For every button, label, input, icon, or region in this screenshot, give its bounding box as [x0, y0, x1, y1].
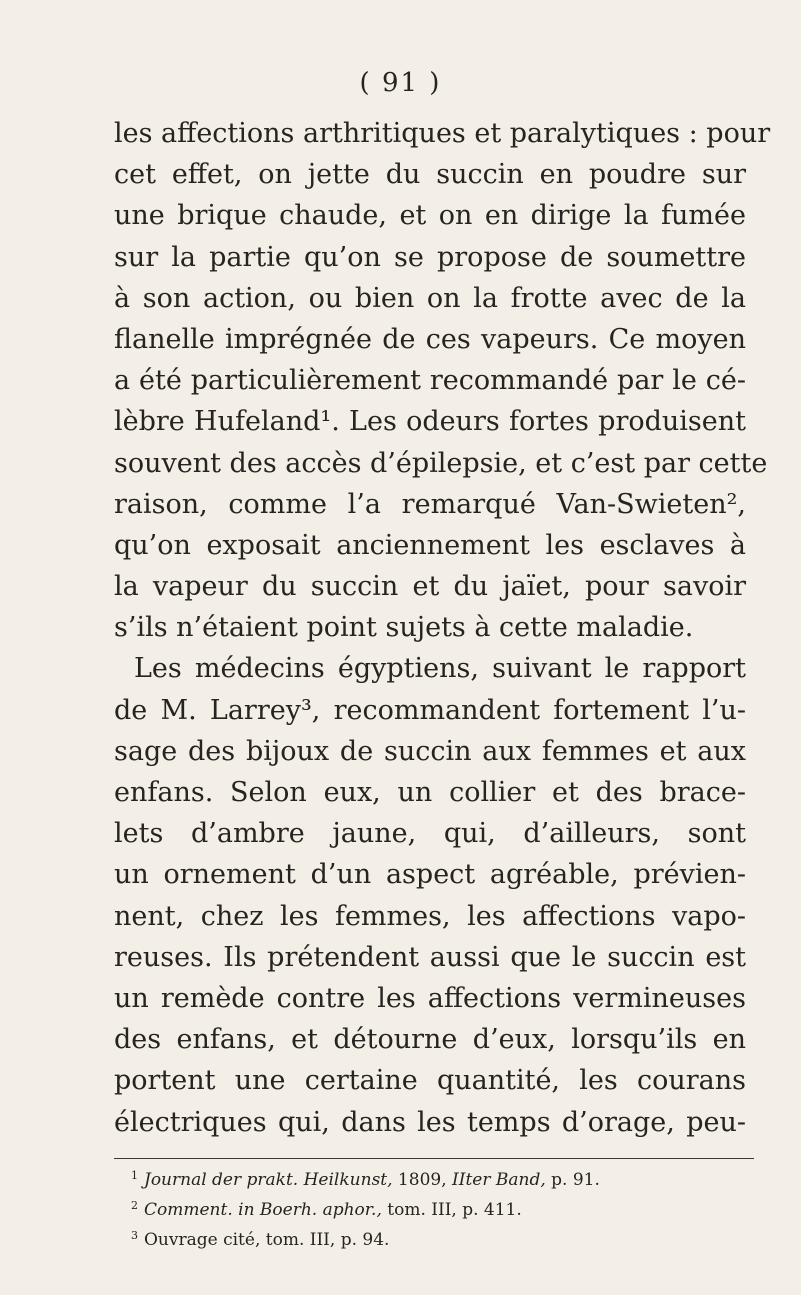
- footnote-number: 3: [131, 1229, 138, 1242]
- footnote: [114, 1163, 754, 1193]
- text-line: souvent des accès d’épilepsie, et c’est par cette: [114, 447, 768, 479]
- text-line: un remède contre les affections vermineuses: [114, 982, 746, 1014]
- text-line: qu’on exposait anciennement les esclaves à: [114, 529, 746, 561]
- text-line: raison, comme l’a remarqué Van-Swieten²,: [114, 488, 746, 520]
- footnote: [114, 1223, 754, 1253]
- text-line: les affections arthritiques et paralytiques : pour: [114, 118, 771, 149]
- footnotes: [114, 1158, 754, 1253]
- footnote-detail-2: p. 91.: [545, 1170, 600, 1190]
- text-line: des enfans, et détourne d’eux, lorsqu’ils en: [114, 1024, 746, 1056]
- text-line: lèbre Hufeland¹. Les odeurs fortes produisent: [114, 406, 746, 438]
- footnote-divider: [114, 1158, 754, 1159]
- text-line: sur la partie qu’on se propose de soumettre: [114, 241, 746, 273]
- text-line: lets d’ambre jaune, qui, d’ailleurs, sont: [114, 818, 746, 850]
- paragraph-start-line: Les médecins égyptiens, suivant le rapport: [134, 653, 746, 685]
- footnote-source-2: IIter Band,: [452, 1170, 546, 1190]
- text-line: la vapeur du succin et du jaïet, pour savoir: [114, 571, 746, 603]
- page-number: ( 91 ): [359, 68, 442, 98]
- text-line: sage des bijoux de succin aux femmes et aux: [114, 735, 746, 767]
- text-line: de M. Larrey³, recommandent fortement l’u-: [114, 694, 746, 726]
- body-text: [114, 113, 771, 1143]
- text-line: flanelle imprégnée de ces vapeurs. Ce moyen: [114, 323, 746, 355]
- footnote-number: 2: [131, 1199, 138, 1212]
- text-line: une brique chaude, et on en dirige la fumée: [114, 200, 746, 232]
- footnote-detail: tom. III, p. 411.: [381, 1200, 522, 1220]
- footnote-number: 1: [131, 1169, 138, 1182]
- text-line: à son action, ou bien on la frotte avec de la: [114, 282, 746, 314]
- text-line: électriques qui, dans les temps d’orage, peu-: [114, 1106, 746, 1138]
- text-line: nent, chez les femmes, les affections vapo-: [114, 900, 746, 932]
- text-line: s’ils n’étaient point sujets à cette maladie.: [114, 612, 694, 644]
- text-line: portent une certaine quantité, les courans: [114, 1065, 746, 1097]
- text-line: cet effet, on jette du succin en poudre sur: [114, 159, 746, 191]
- text-line: un ornement d’un aspect agréable, prévien-: [114, 859, 746, 891]
- footnote-source: Comment. in Boerh. aphor.,: [144, 1200, 382, 1220]
- footnote: [114, 1193, 754, 1223]
- footnote-source: Journal der prakt. Heilkunst,: [144, 1170, 393, 1190]
- text-line: a été particulièrement recommandé par le cé-: [114, 365, 746, 397]
- footnote-detail: Ouvrage cité, tom. III, p. 94.: [144, 1230, 390, 1250]
- text-line: enfans. Selon eux, un collier et des brace-: [114, 777, 746, 808]
- text-line: reuses. Ils prétendent aussi que le succin est: [114, 941, 746, 973]
- footnote-detail: 1809,: [392, 1170, 453, 1190]
